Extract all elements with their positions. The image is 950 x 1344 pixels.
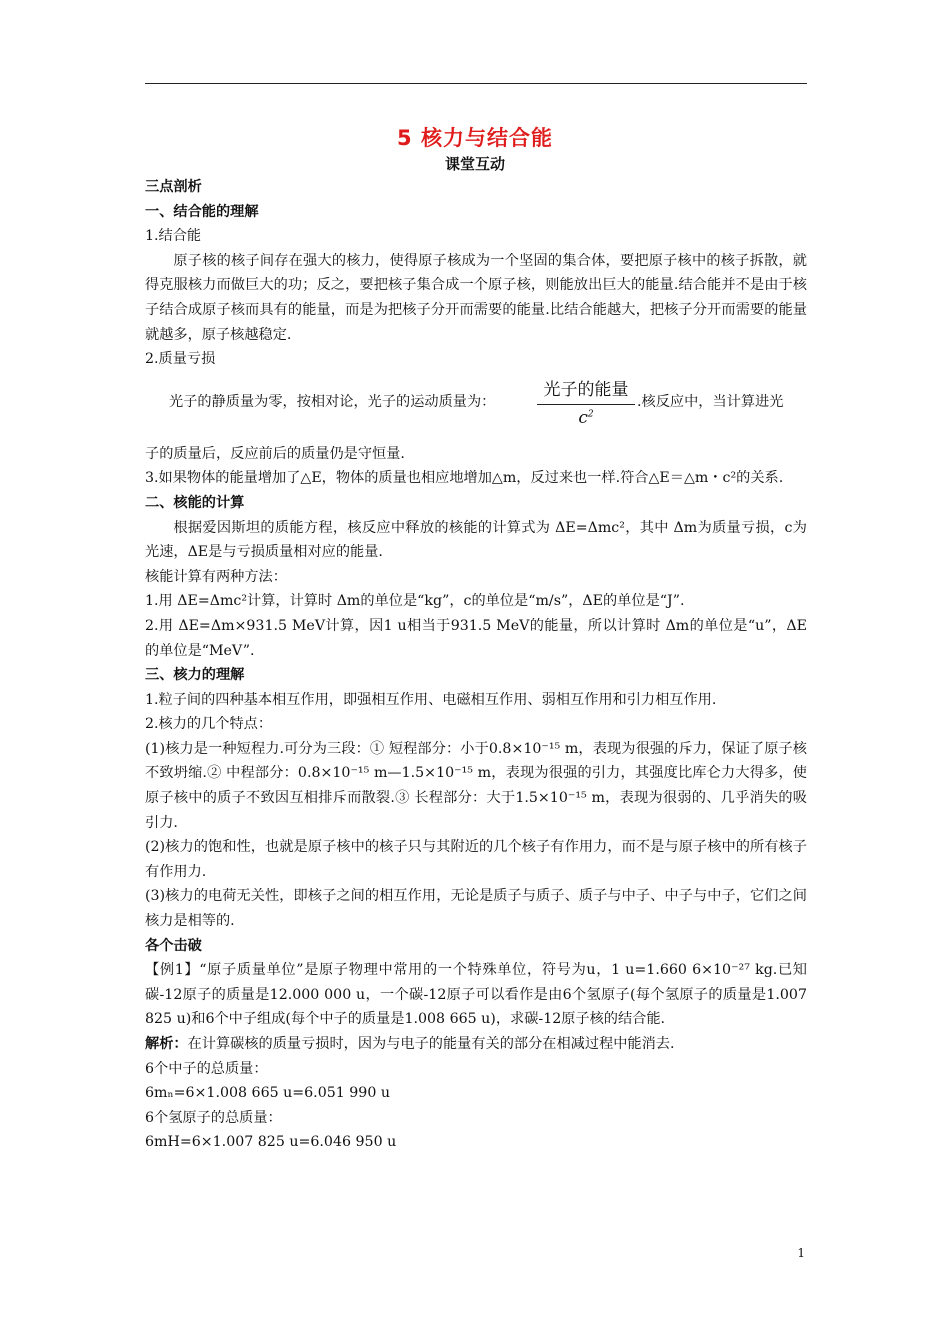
section-heading: 三、核力的理解: [145, 667, 245, 684]
paragraph: 2.用 ΔE=Δm×931.5 MeV计算，因1 u相当于931.5 MeV的能量，所以计算时 Δm的单位是“u”，ΔE的单位是“MeV”.: [145, 617, 807, 659]
page-title: 5 核力与结合能: [397, 126, 553, 150]
fraction: [537, 378, 635, 431]
solution-line: 6个中子的总质量：: [145, 1060, 268, 1077]
paragraph: (2)核力的饱和性，也就是原子核中的核子只与其附近的几个核子有作用力，而不是与原子核中的所有核子有作用力.: [145, 839, 807, 880]
formula-post-text: .核反应中，当计算进光: [637, 393, 784, 410]
paragraph: 子的质量后，反应前后的质量仍是守恒量.: [145, 445, 405, 462]
section-heading: 各个击破: [145, 937, 202, 954]
solution-line: 6mH=6×1.007 825 u=6.046 950 u: [145, 1134, 397, 1151]
fraction-numerator: 光子的能量: [537, 378, 635, 405]
paragraph: (1)核力是一种短程力.可分为三段：① 短程部分：小于0.8×10⁻¹⁵ m，表现为很强的斥力，保证了原子核不致坍缩.② 中程部分：0.8×10⁻¹⁵ m—1.5×10⁻¹⁵ m，表现为很强的引力，其强度比库仑力大得多，使原子核中的质子不致因互相排斥而散裂.③ 长程部分：大于1.5×10⁻¹⁵ m，表现为很弱的、几乎消失的吸引力.: [145, 740, 807, 831]
header-rule: [145, 83, 807, 84]
section-heading: 一、结合能的理解: [145, 203, 259, 220]
paragraph: (3)核力的电荷无关性，即核子之间的相互作用，无论是质子与质子、质子与中子、中子与中子，它们之间核力是相等的.: [145, 888, 807, 930]
section-heading: 二、核能的计算: [145, 494, 245, 511]
paragraph: 3.如果物体的能量增加了△E，物体的质量也相应地增加△m，反过来也一样.符合△E＝△m・c²的关系.: [145, 470, 784, 487]
page-number: 1: [797, 1246, 805, 1260]
solution-text: 在计算碳核的质量亏损时，因为与电子的能量有关的部分在相减过程中能消去.: [187, 1036, 675, 1052]
paragraph: 原子核的核子间存在强大的核力，使得原子核成为一个坚固的集合体，要把原子核中的核子拆散，就得克服核力而做巨大的功；反之，要把核子集合成一个原子核，则能放出巨大的能量.结合能并不是由于核子结合成原子核而具有的能量，而是为把核子分开而需要的能量.比结合能越大，把核子分开而需要的能量就越多，原子核越稳定.: [145, 252, 807, 343]
subsection-title: 1.结合能: [145, 228, 202, 245]
document-body: [145, 175, 807, 1155]
subsection-title: 2.质量亏损: [145, 351, 216, 368]
solution-label: 解析：: [145, 1036, 188, 1052]
section-heading: 三点剖析: [145, 179, 202, 195]
example-problem: 【例1】“原子质量单位”是原子物理中常用的一个特殊单位，符号为u，1 u=1.660 6×10⁻²⁷ kg.已知碳-12原子的质量是12.000 000 u，一个碳-12原子可以看作是由6个氢原子(每个氢原子的质量是1.007 825 u)和6个中子组成(每个中子的质量是1.008 665 u)，求碳-12原子核的结合能.: [145, 962, 807, 1028]
solution-paragraph: [145, 1032, 807, 1057]
solution-line: 6个氢原子的总质量：: [145, 1109, 282, 1126]
formula-line: [145, 378, 807, 442]
page-subtitle: 课堂互动: [444, 155, 505, 173]
paragraph: 根据爱因斯坦的质能方程，核反应中释放的核能的计算式为 ΔE=Δmc²，其中 Δm为质量亏损，c为光速，ΔE是与亏损质量相对应的能量.: [145, 519, 807, 561]
formula-pre-text: 光子的静质量为零，按相对论，光子的运动质量为：: [169, 393, 496, 410]
paragraph: 核能计算有两种方法：: [145, 568, 287, 585]
solution-line: 6mₙ=6×1.008 665 u=6.051 990 u: [145, 1085, 391, 1102]
paragraph: 1.用 ΔE=Δmc²计算，计算时 Δm的单位是“kg”，c的单位是“m/s”，ΔE的单位是“J”.: [145, 593, 685, 610]
fraction-denominator: $c^2$: [578, 407, 594, 428]
paragraph: 1.粒子间的四种基本相互作用，即强相互作用、电磁相互作用、弱相互作用和引力相互作用.: [145, 691, 717, 708]
paragraph: 2.核力的几个特点：: [145, 716, 273, 733]
